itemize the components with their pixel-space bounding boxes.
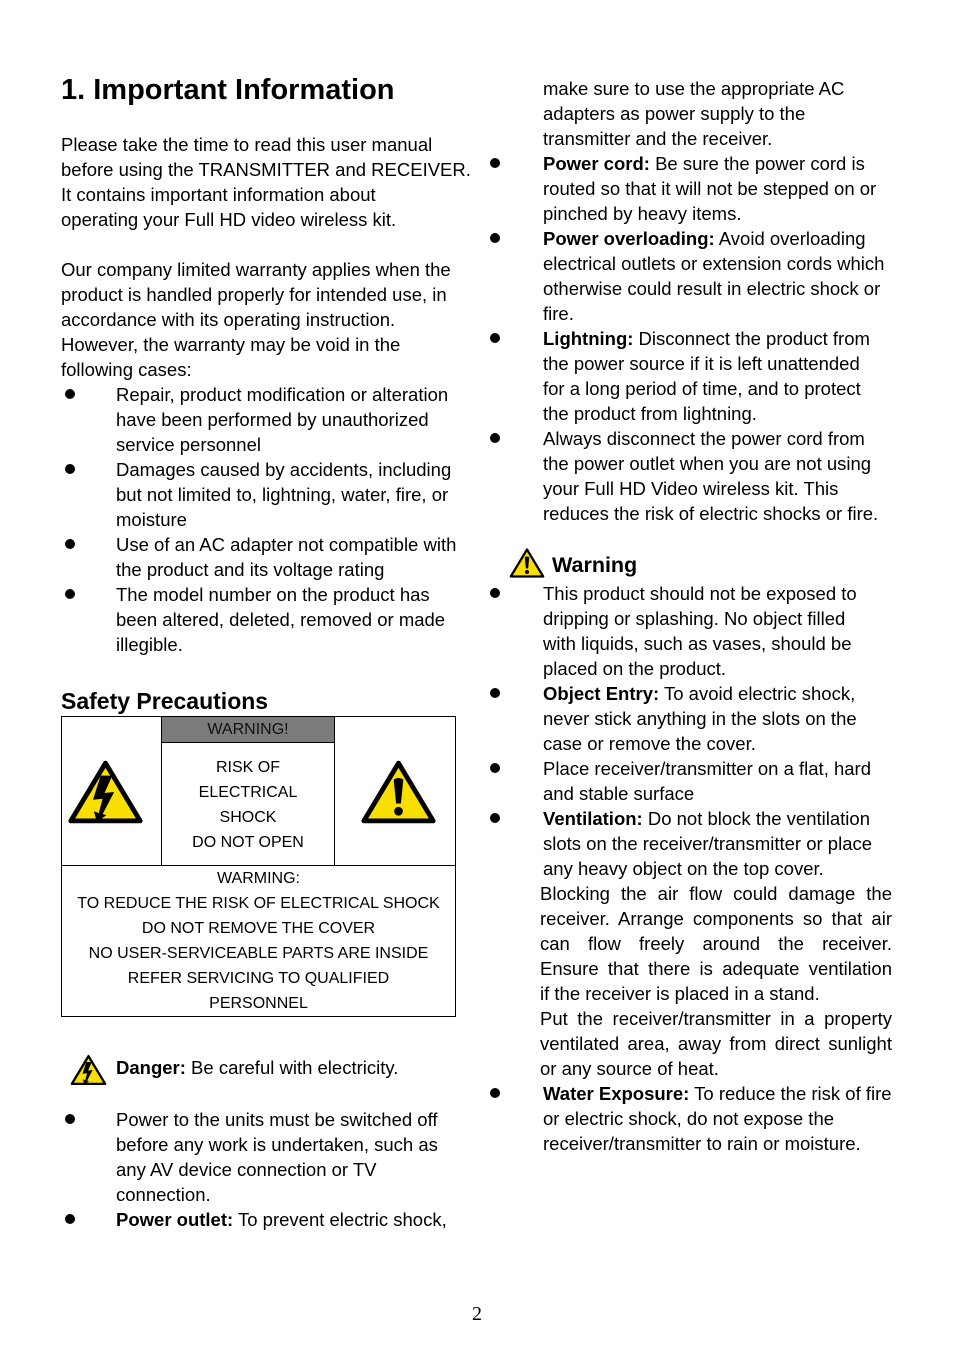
list-item-label: Lightning: — [543, 327, 634, 349]
list-item — [490, 226, 900, 326]
caution-exclamation-icon — [360, 758, 437, 826]
list-item-text: Use of an AC adapter not compatible with the product and its voltage rating — [116, 533, 457, 580]
bullet-icon — [490, 158, 500, 168]
danger-note — [116, 1055, 398, 1080]
list-item — [490, 426, 900, 526]
note-line: or any source of heat. — [540, 1057, 719, 1079]
danger-label: Danger: — [116, 1056, 186, 1078]
list-item-text: Do not block the ventilation slots on the receiver/transmitter or place any heavy object on the top cover. — [543, 807, 873, 879]
safety-precautions-list-continued — [490, 151, 900, 526]
label-notice-text: WARMING: TO REDUCE THE RISK OF ELECTRICAL SHOCK DO NOT REMOVE THE COVER NO USER-SERVICEABLE PARTS ARE INSIDE REFER SERVICING TO QUALIFIED PERSONNEL — [77, 870, 440, 1012]
safety-precautions-heading: Safety Precautions — [61, 688, 269, 714]
ventilation-notes — [540, 881, 900, 1081]
danger-text: Be careful with electricity. — [191, 1056, 399, 1078]
warning-triangle-icon — [509, 547, 545, 579]
warranty-exclusion-list — [61, 382, 471, 657]
list-item — [61, 1207, 471, 1232]
note-line: ventilated area, away from direct sunlight — [540, 1032, 892, 1054]
warning-list — [490, 581, 900, 1156]
list-item — [490, 806, 900, 1081]
bullet-icon — [490, 588, 500, 598]
list-item-text: The model number on the product has been altered, deleted, removed or made illegible. — [116, 583, 446, 655]
list-item-text: To prevent electric shock, — [237, 1208, 447, 1230]
bullet-icon — [490, 433, 500, 443]
list-item-label: Ventilation: — [543, 807, 643, 829]
bullet-icon — [65, 1214, 75, 1224]
list-item-text: Damages caused by accidents, including but not limited to, lightning, water, fire, or moisture — [116, 458, 452, 530]
bullet-icon — [490, 813, 500, 823]
note-line: Blocking the air flow could damage the — [540, 882, 892, 904]
safety-precautions-list — [61, 1107, 471, 1232]
list-item-continuation: make sure to use the appropriate AC adapters as power supply to the transmitter and the receiver. — [543, 77, 845, 149]
cell-divider — [334, 717, 335, 865]
label-header: WARNING! — [162, 717, 334, 743]
list-item-text: To reduce the risk of fire or electric shock, do not expose the receiver/transmitter to rain or moisture. — [543, 1082, 892, 1154]
note-line: receiver. Arrange components so that air — [540, 907, 892, 929]
bullet-icon — [490, 763, 500, 773]
bullet-icon — [490, 333, 500, 343]
list-item-text: Be sure the power cord is routed so that it will not be stepped on or pinched by heavy items. — [543, 152, 877, 224]
warning-heading: Warning — [552, 553, 638, 577]
list-item — [490, 151, 900, 226]
warranty-paragraph: Our company limited warranty applies when the product is handled properly for intended use, in accordance with its operating instruction. However, the warranty may be void in the following cases: — [61, 258, 451, 380]
note-line: Put the receiver/transmitter in a property — [540, 1007, 892, 1029]
list-item — [61, 1107, 471, 1207]
list-item-text: This product should not be exposed to dripping or splashing. No object filled with liquids, such as vases, should be placed on the product. — [543, 582, 857, 679]
bullet-icon — [65, 1114, 75, 1124]
list-item — [490, 1081, 900, 1156]
label-risk-text: RISK OF ELECTRICAL SHOCK DO NOT OPEN — [192, 758, 304, 851]
note-line: Ensure that there is adequate ventilation — [540, 957, 892, 979]
list-item — [490, 326, 900, 426]
list-item-text: Place receiver/transmitter on a flat, hard and stable surface — [543, 757, 872, 804]
list-item — [490, 756, 900, 806]
list-item — [61, 582, 471, 657]
list-item — [490, 581, 900, 681]
list-item-text: Always disconnect the power cord from the power outlet when you are not using your Full HD Video wireless kit. This reduces the risk of electric shocks or fire. — [543, 427, 879, 524]
bullet-icon — [490, 1088, 500, 1098]
page-number: 2 — [472, 1303, 482, 1325]
shock-warning-label — [61, 716, 456, 1017]
bullet-icon — [65, 464, 75, 474]
list-item-label: Water Exposure: — [543, 1082, 690, 1104]
list-item-label: Object Entry: — [543, 682, 660, 704]
list-item — [61, 382, 471, 457]
electric-shock-warning-icon — [67, 758, 144, 826]
bullet-icon — [65, 589, 75, 599]
note-line: if the receiver is placed in a stand. — [540, 982, 820, 1004]
bullet-icon — [65, 389, 75, 399]
bullet-icon — [65, 539, 75, 549]
page-title: 1. Important Information — [61, 74, 395, 106]
safety-precautions-continued — [490, 76, 900, 526]
list-item-label: Power overloading: — [543, 227, 715, 249]
list-item-text: Avoid overloading electrical outlets or extension cords which otherwise could result in electric shock or fire. — [543, 227, 885, 324]
intro-paragraph: Please take the time to read this user manual before using the TRANSMITTER and RECEIVER. It contains important information about operating your Full HD video wireless kit. — [61, 133, 471, 230]
list-item — [61, 532, 471, 582]
list-item-label: Power cord: — [543, 152, 650, 174]
list-item-text: Power to the units must be switched off before any work is undertaken, such as any AV device connection or TV connection. — [116, 1108, 438, 1205]
list-item-text: Disconnect the product from the power source if it is left unattended for a long period of time, and to protect the product from lightning. — [543, 327, 870, 424]
list-item-text: Repair, product modification or alteration have been performed by unauthorized service personnel — [116, 383, 449, 455]
list-item-text: To avoid electric shock, never stick anything in the slots on the case or remove the cover. — [543, 682, 857, 754]
list-item — [61, 457, 471, 532]
list-item-label: Power outlet: — [116, 1208, 234, 1230]
electric-shock-warning-icon — [70, 1053, 107, 1087]
bullet-icon — [490, 688, 500, 698]
note-line: can flow freely around the receiver. — [540, 932, 892, 954]
list-item — [490, 681, 900, 756]
bullet-icon — [490, 233, 500, 243]
warranty-section — [61, 257, 471, 657]
